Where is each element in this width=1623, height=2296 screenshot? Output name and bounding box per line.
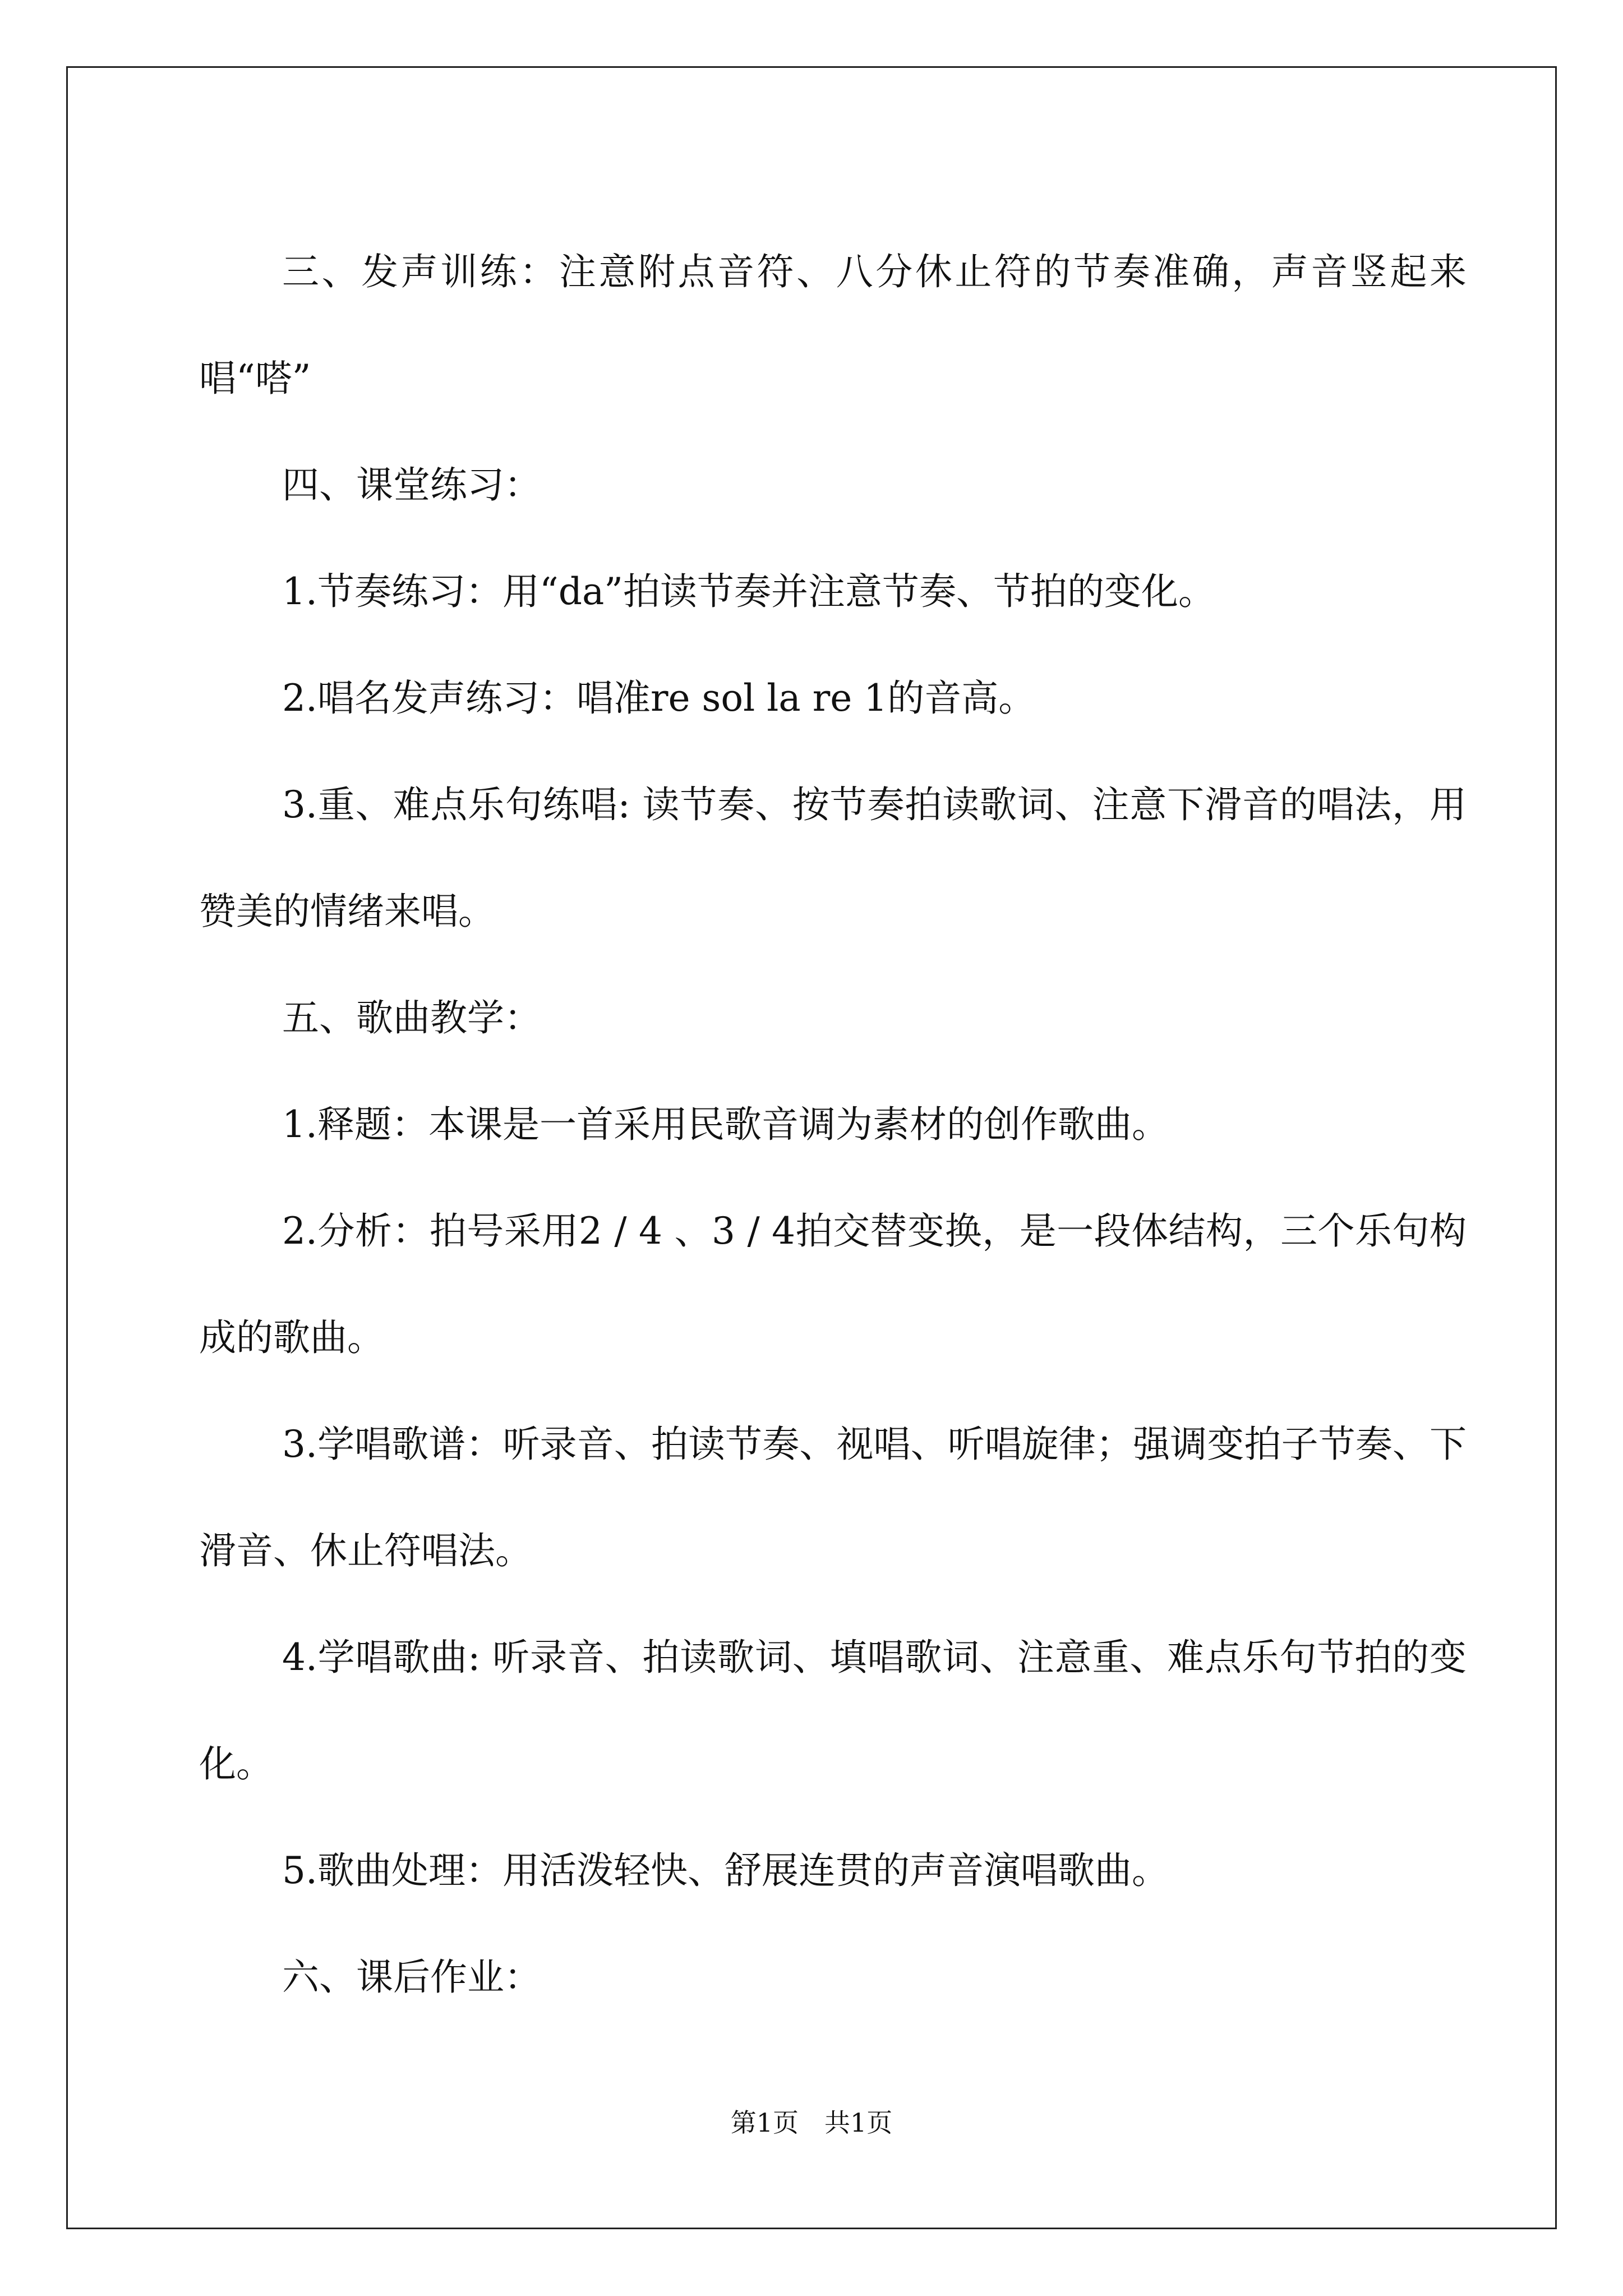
paragraph-homework-heading: 六、课后作业： bbox=[282, 1955, 541, 1999]
paragraph-learn-score: 3.学唱歌谱：听录音、拍读节奏、视唱、听唱旋律；强调变拍子节奏、下滑音、休止符唱法。 bbox=[199, 1423, 1467, 1572]
document-body bbox=[199, 219, 1467, 2031]
paragraph-solfege-practice: 2.唱名发声练习：唱准re sol la re 1的音高。 bbox=[282, 677, 1036, 720]
paragraph-vocal-training: 三、发声训练：注意附点音符、八分休止符的节奏准确，声音竖起来唱“嗒” bbox=[199, 250, 1467, 400]
paragraph-rhythm-practice: 1.节奏练习：用“da”拍读节奏并注意节奏、节拍的变化。 bbox=[282, 570, 1216, 613]
paragraph-key-phrase-practice: 3.重、难点乐句练唱: 读节奏、按节奏拍读歌词、注意下滑音的唱法，用赞美的情绪来唱。 bbox=[199, 783, 1467, 933]
paragraph-song-treatment: 5.歌曲处理：用活泼轻快、舒展连贯的声音演唱歌曲。 bbox=[282, 1849, 1169, 1892]
paragraph-song-teaching-heading: 五、歌曲教学： bbox=[282, 996, 541, 1039]
paragraph-title-explanation: 1.释题：本课是一首采用民歌音调为素材的创作歌曲。 bbox=[282, 1103, 1169, 1146]
page-number-footer: 第1页 共1页 bbox=[730, 2108, 893, 2138]
paragraph-classroom-practice-heading: 四、课堂练习： bbox=[282, 463, 541, 507]
paragraph-learn-song: 4.学唱歌曲: 听录音、拍读歌词、填唱歌词、注意重、难点乐句节拍的变化。 bbox=[199, 1636, 1467, 1786]
paragraph-analysis: 2.分析：拍号采用2 / 4 、3 / 4拍交替变换，是一段体结构，三个乐句构成的歌曲。 bbox=[199, 1209, 1467, 1359]
